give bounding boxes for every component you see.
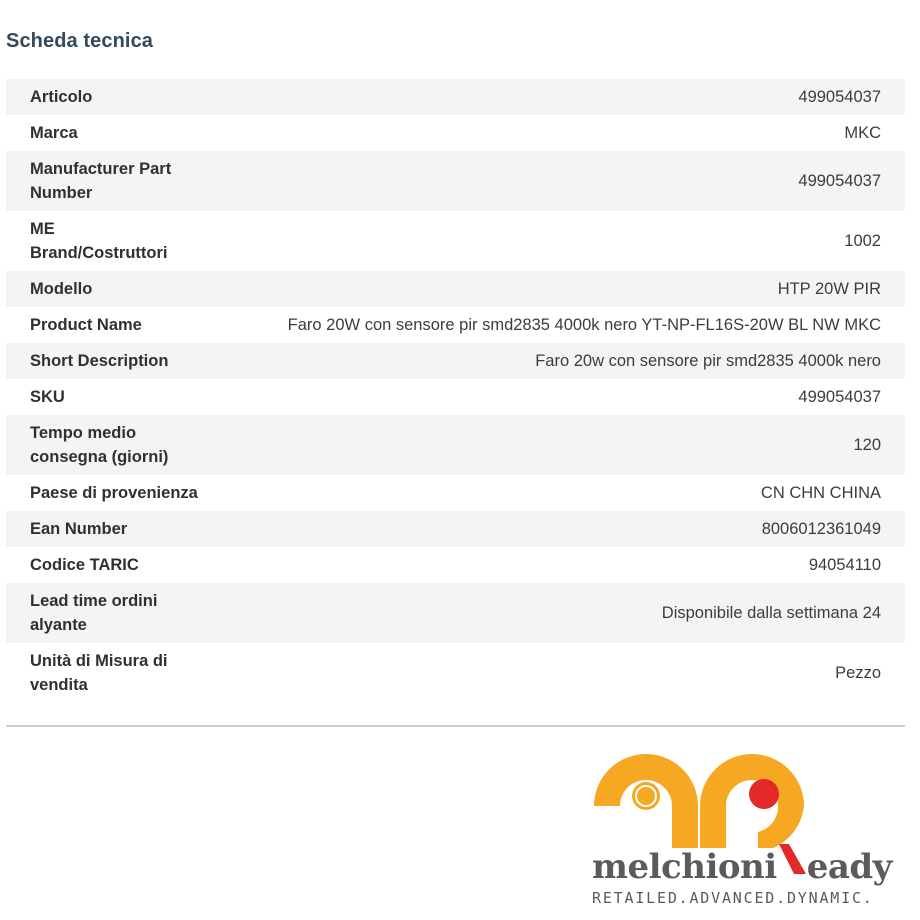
section-divider xyxy=(6,725,905,727)
spec-row-lead-time-ordini xyxy=(6,583,905,643)
spec-row-paese-di-provenienza xyxy=(6,475,905,511)
spec-value: 120 xyxy=(853,436,881,454)
spec-label: Unità di Misura di vendita xyxy=(30,652,168,694)
spec-row-unita-di-misura xyxy=(6,643,905,703)
spec-label: Manufacturer Part Number xyxy=(30,160,172,202)
spec-value: HTP 20W PIR xyxy=(777,280,881,298)
spec-value: CN CHN CHINA xyxy=(760,484,881,502)
spec-value: 499054037 xyxy=(798,388,881,406)
spec-label: Ean Number xyxy=(30,520,128,538)
spec-row-modello xyxy=(6,271,905,307)
spec-value: Disponibile dalla settimana 24 xyxy=(661,604,881,622)
spec-label: Tempo medio consegna (giorni) xyxy=(30,424,169,466)
section-title: Scheda tecnica xyxy=(6,30,154,52)
spec-row-me-brand xyxy=(6,211,905,271)
spec-row-articolo xyxy=(6,79,905,115)
spec-label: Modello xyxy=(30,280,93,298)
spec-row-codice-taric xyxy=(6,547,905,583)
spec-table xyxy=(6,79,905,703)
logo-word-right: eady xyxy=(806,847,892,887)
spec-value: Faro 20w con sensore pir smd2835 4000k nero xyxy=(535,352,881,370)
spec-value: 499054037 xyxy=(798,88,881,106)
spec-label: ME Brand/Costruttori xyxy=(30,220,168,262)
spec-row-product-name xyxy=(6,307,905,343)
spec-value: 1002 xyxy=(844,232,881,250)
spec-row-manufacturer-part-number xyxy=(6,151,905,211)
spec-label: Product Name xyxy=(30,316,142,334)
spec-value: Pezzo xyxy=(835,664,881,682)
spec-label: Lead time ordini alyante xyxy=(30,592,158,634)
spec-value: MKC xyxy=(844,124,881,142)
spec-value: 94054110 xyxy=(808,556,881,574)
spec-label: Paese di provenienza xyxy=(30,484,198,502)
logo-tagline: RETAILED.ADVANCED.DYNAMIC. xyxy=(592,889,874,907)
logo-mark-icon xyxy=(588,748,900,848)
logo-wordmark xyxy=(592,844,892,887)
spec-row-ean-number xyxy=(6,511,905,547)
spec-row-tempo-medio-consegna xyxy=(6,415,905,475)
spec-value: 499054037 xyxy=(798,172,881,190)
red-r-icon xyxy=(777,844,807,878)
spec-label: Short Description xyxy=(30,352,169,370)
spec-value: 8006012361049 xyxy=(761,520,881,538)
spec-label: SKU xyxy=(30,388,65,406)
melchioni-ready-logo xyxy=(588,748,900,913)
spec-row-short-description xyxy=(6,343,905,379)
spec-value: Faro 20W con sensore pir smd2835 4000k nero YT-NP-FL16S-20W BL NW MKC xyxy=(287,316,881,334)
logo-word-left: melchioni xyxy=(592,847,777,887)
spec-label: Codice TARIC xyxy=(30,556,139,574)
spec-row-sku xyxy=(6,379,905,415)
spec-row-marca xyxy=(6,115,905,151)
spec-label: Articolo xyxy=(30,88,93,106)
spec-label: Marca xyxy=(30,124,78,142)
logo-r-mark xyxy=(777,844,807,887)
